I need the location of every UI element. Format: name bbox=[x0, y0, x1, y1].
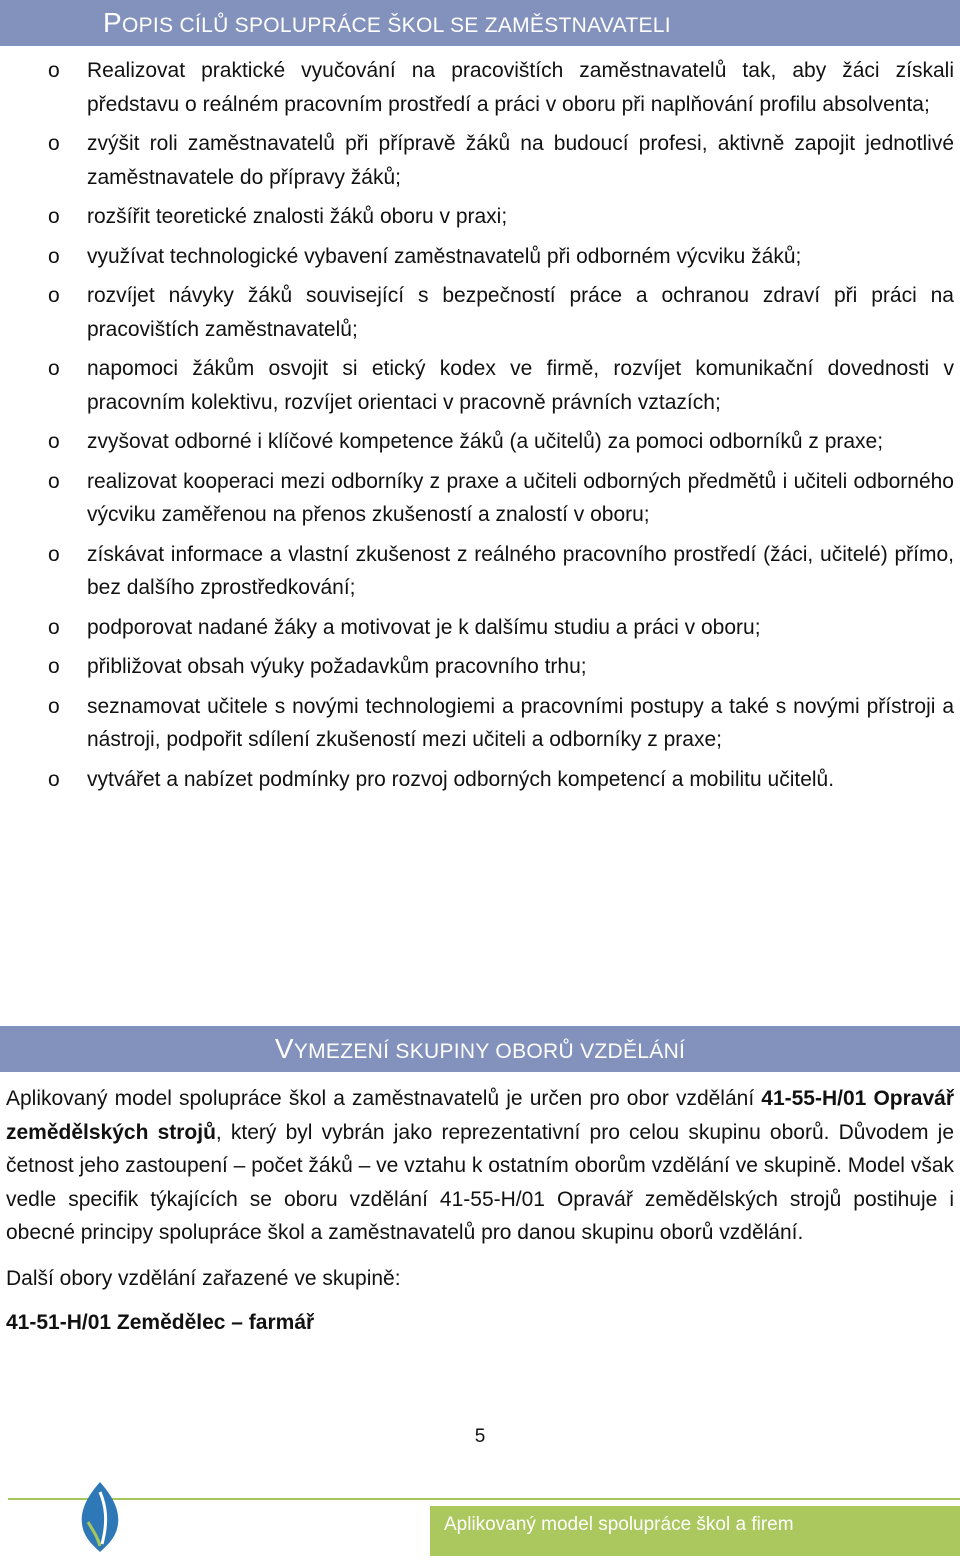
section-title-goals: POPIS CÍLŮ SPOLUPRÁCE ŠKOL SE ZAMĚSTNAVATELI bbox=[103, 7, 671, 38]
section-header-goals bbox=[0, 0, 960, 46]
section-title-scope: VYMEZENÍ SKUPINY OBORŮ VZDĚLÁNÍ bbox=[274, 1033, 686, 1064]
goal-text: seznamovat učitele s novými technologiemi a pracovními postupy a také s novými přístroji a nástroji, podpořit sdílení zkušeností mezi učiteli a odborníky z praxe; bbox=[87, 694, 954, 751]
scope-body bbox=[6, 1082, 954, 1340]
goal-text: získávat informace a vlastní zkušenost z reálného pracovního prostředí (žáci, učitelé) přímo, bez dalšího zprostředkování; bbox=[87, 542, 954, 599]
goal-text: vytvářet a nabízet podmínky pro rozvoj odborných kompetencí a mobilitu učitelů. bbox=[87, 767, 835, 791]
footer-divider bbox=[8, 1498, 960, 1500]
goal-item bbox=[0, 650, 960, 684]
other-fields-label: Další obory vzdělání zařazené ve skupině: bbox=[6, 1266, 401, 1290]
other-field-item: 41-51-H/01 Zemědělec – farmář bbox=[6, 1311, 315, 1334]
goal-item bbox=[0, 240, 960, 274]
goal-text: přibližovat obsah výuky požadavkům pracovního trhu; bbox=[87, 655, 587, 678]
bullet-marker: o bbox=[48, 655, 60, 678]
goal-text: realizovat kooperaci mezi odborníky z praxe a učiteli odborných předmětů i učiteli odborného výcviku zaměřenou na přenos zkušeností a znalostí v oboru; bbox=[87, 469, 954, 526]
goal-text: zvyšovat odborné i klíčové kompetence žáků (a učitelů) za pomoci odborníků z praxe; bbox=[87, 430, 884, 453]
goal-item bbox=[0, 465, 960, 532]
goal-item bbox=[0, 611, 960, 645]
goals-list bbox=[0, 54, 960, 802]
goal-item bbox=[0, 127, 960, 194]
bullet-marker: o bbox=[48, 59, 60, 82]
goal-item bbox=[0, 54, 960, 121]
bullet-marker: o bbox=[48, 694, 60, 718]
bullet-marker: o bbox=[48, 244, 60, 268]
goal-item bbox=[0, 352, 960, 419]
goal-text: napomoci žákům osvojit si etický kodex ve firmě, rozvíjet komunikační dovednosti v pracovním kolektivu, rozvíjet orientaci v pracovně právních vztazích; bbox=[87, 357, 954, 414]
section-header-scope bbox=[0, 1026, 960, 1072]
bullet-marker: o bbox=[48, 132, 60, 155]
goal-item bbox=[0, 425, 960, 459]
goal-item bbox=[0, 279, 960, 346]
goal-text: zvýšit roli zaměstnavatelů při přípravě žáků na budoucí profesi, aktivně zapojit jednotlivé zaměstnavatele do přípravy žáků; bbox=[87, 132, 954, 189]
goal-text: podporovat nadané žáky a motivovat je k dalšímu studiu a práci v oboru; bbox=[87, 615, 761, 639]
bullet-marker: o bbox=[48, 430, 60, 453]
bullet-marker: o bbox=[48, 615, 60, 639]
goal-item bbox=[0, 200, 960, 234]
bullet-marker: o bbox=[48, 767, 60, 791]
goal-item bbox=[0, 538, 960, 605]
bullet-marker: o bbox=[48, 542, 60, 566]
goal-text: Realizovat praktické vyučování na pracovištích zaměstnavatelů tak, aby žáci získali představu o reálném pracovním prostředí a práci v oboru při naplňování profilu absolventa; bbox=[87, 59, 954, 116]
goal-text: využívat technologické vybavení zaměstnavatelů při odborném výcviku žáků; bbox=[87, 244, 802, 268]
goal-item bbox=[0, 690, 960, 757]
leaf-logo-icon bbox=[70, 1478, 130, 1558]
bullet-marker: o bbox=[48, 469, 60, 493]
goal-item bbox=[0, 763, 960, 797]
scope-paragraph: Aplikovaný model spolupráce škol a zaměstnavatelů je určen pro obor vzdělání 41-55-H/01 Opravář zemědělských strojů, který byl vybrán jako reprezentativní pro celou skupinu oborů. Důvodem je četnost jeho zastoupení – počet žáků – ve vztahu k ostatním oborům vzdělání ve skupině. Model však vedle specifik týkajících se oboru vzdělání 41-55-H/01 Opravář zemědělských strojů postihuje i obecné principy spolupráce škol a zaměstnavatelů pro danou skupinu oborů vzdělání. bbox=[6, 1087, 955, 1244]
goal-text: rozšířit teoretické znalosti žáků oboru v praxi; bbox=[87, 205, 508, 228]
field-of-study-highlight: 41-55-H/01 Opravář zemědělských strojů bbox=[6, 1087, 954, 1144]
bullet-marker: o bbox=[48, 205, 60, 228]
page-number: 5 bbox=[474, 1426, 486, 1447]
bullet-marker: o bbox=[48, 284, 60, 307]
goal-text: rozvíjet návyky žáků související s bezpečností práce a ochranou zdraví při práci na pracovištích zaměstnavatelů; bbox=[87, 284, 954, 341]
bullet-marker: o bbox=[48, 357, 60, 380]
footer-banner: Aplikovaný model spolupráce škol a firem bbox=[430, 1506, 960, 1556]
